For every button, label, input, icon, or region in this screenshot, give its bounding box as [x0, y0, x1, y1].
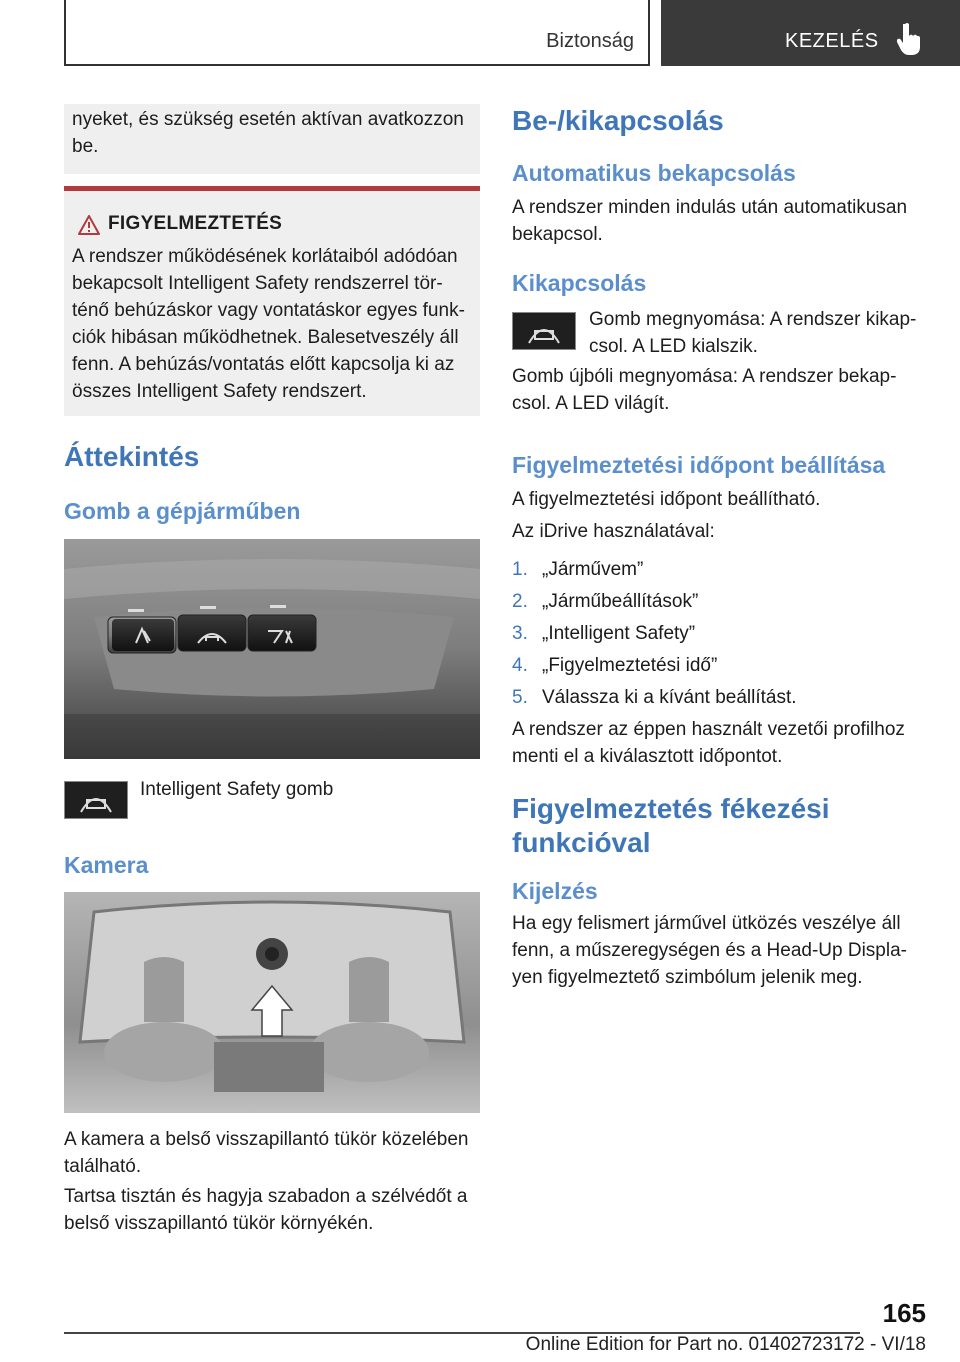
- footer-edition: Online Edition for Part no. 01402723172 - VI/18: [525, 1334, 926, 1355]
- auto-heading: Automatikus bekapcsolás: [512, 160, 796, 186]
- on-again-text: Gomb újbóli megnyomása: A rendszer bekap-csol. A LED világít.: [512, 366, 897, 414]
- off-heading: Kikapcsolás: [512, 270, 647, 296]
- warning-box: [64, 186, 480, 416]
- intelligent-safety-button-icon: [512, 312, 576, 350]
- idrive-steps-list: [512, 556, 928, 716]
- camera-text-1: A kamera a belső visszapillantó tükör közelében található.: [64, 1129, 469, 1177]
- continued-note-box: [64, 104, 480, 174]
- left-column: [64, 104, 480, 1234]
- display-text: Ha egy felismert járművel ütközés veszélye áll fenn, a műszeregységen és a Head-Up Displa-yen figyelmeztető szimbólum jelenik meg.: [512, 913, 907, 988]
- display-heading: Kijelzés: [512, 878, 598, 904]
- profile-text: A rendszer az éppen használt vezetői profilhoz menti el a kiválasztott időpontot.: [512, 719, 905, 767]
- auto-text: A rendszer minden indulás után automatikusan bekapcsol.: [512, 197, 908, 245]
- page-number: 165: [882, 1298, 926, 1328]
- button-caption: Intelligent Safety gomb: [140, 779, 334, 800]
- camera-text-2: Tartsa tisztán és hagyja szabadon a szélvédőt a belső visszapillantó tükör környékén.: [64, 1186, 468, 1234]
- off-text: Gomb megnyomása: A rendszer kikap-csol. A LED kialszik.: [589, 309, 917, 357]
- car-buttons-image: [64, 539, 480, 759]
- header-section-tab: [64, 0, 650, 66]
- car-interior-camera-image: [64, 892, 480, 1113]
- list-item: 2. „Járműbeállítások”: [512, 591, 699, 612]
- warning-body: A rendszer működésének korlátaiból adódóan bekapcsolt Intelligent Safety rendszerrel tör-ténő behúzáskor vagy vontatáskor egyes funk-ciók hibásan működhetnek. Balesetveszély áll fenn. A behúzás/vontatás előtt kapcsolja ki az összes Intelligent Safety rendszert.: [72, 246, 465, 402]
- time-heading: Figyelmeztetési időpont beállítása: [512, 452, 886, 478]
- section-title: Biztonság: [546, 30, 634, 52]
- list-item: 4. „Figyelmeztetési idő”: [512, 655, 718, 676]
- list-item: 1. „Járművem”: [512, 559, 644, 580]
- chapter-title: KEZELÉS: [785, 30, 879, 52]
- list-item: 5. Válassza ki a kívánt beállítást.: [512, 687, 797, 708]
- list-item: 3. „Intelligent Safety”: [512, 623, 696, 644]
- header-chapter-tab: [661, 0, 960, 66]
- pointing-hand-icon: [897, 22, 923, 56]
- time-text-2: Az iDrive használatával:: [512, 521, 715, 542]
- button-photo: [64, 539, 480, 759]
- brake-heading: Figyelmeztetés fékezési funkcióval: [512, 793, 830, 858]
- intelligent-safety-button-icon: [64, 781, 128, 819]
- camera-heading: Kamera: [64, 852, 149, 878]
- onoff-heading: Be-/kikapcsolás: [512, 105, 724, 136]
- warning-triangle-icon: [78, 215, 100, 235]
- overview-heading: Áttekintés: [64, 441, 200, 472]
- warning-title: FIGYELMEZTETÉS: [108, 213, 283, 234]
- camera-photo: [64, 892, 480, 1113]
- button-heading: Gomb a gépjárműben: [64, 498, 301, 524]
- continued-text: nyeket, és szükség esetén aktívan avatkozzon be.: [72, 109, 464, 157]
- time-text-1: A figyelmeztetési időpont beállítható.: [512, 489, 821, 510]
